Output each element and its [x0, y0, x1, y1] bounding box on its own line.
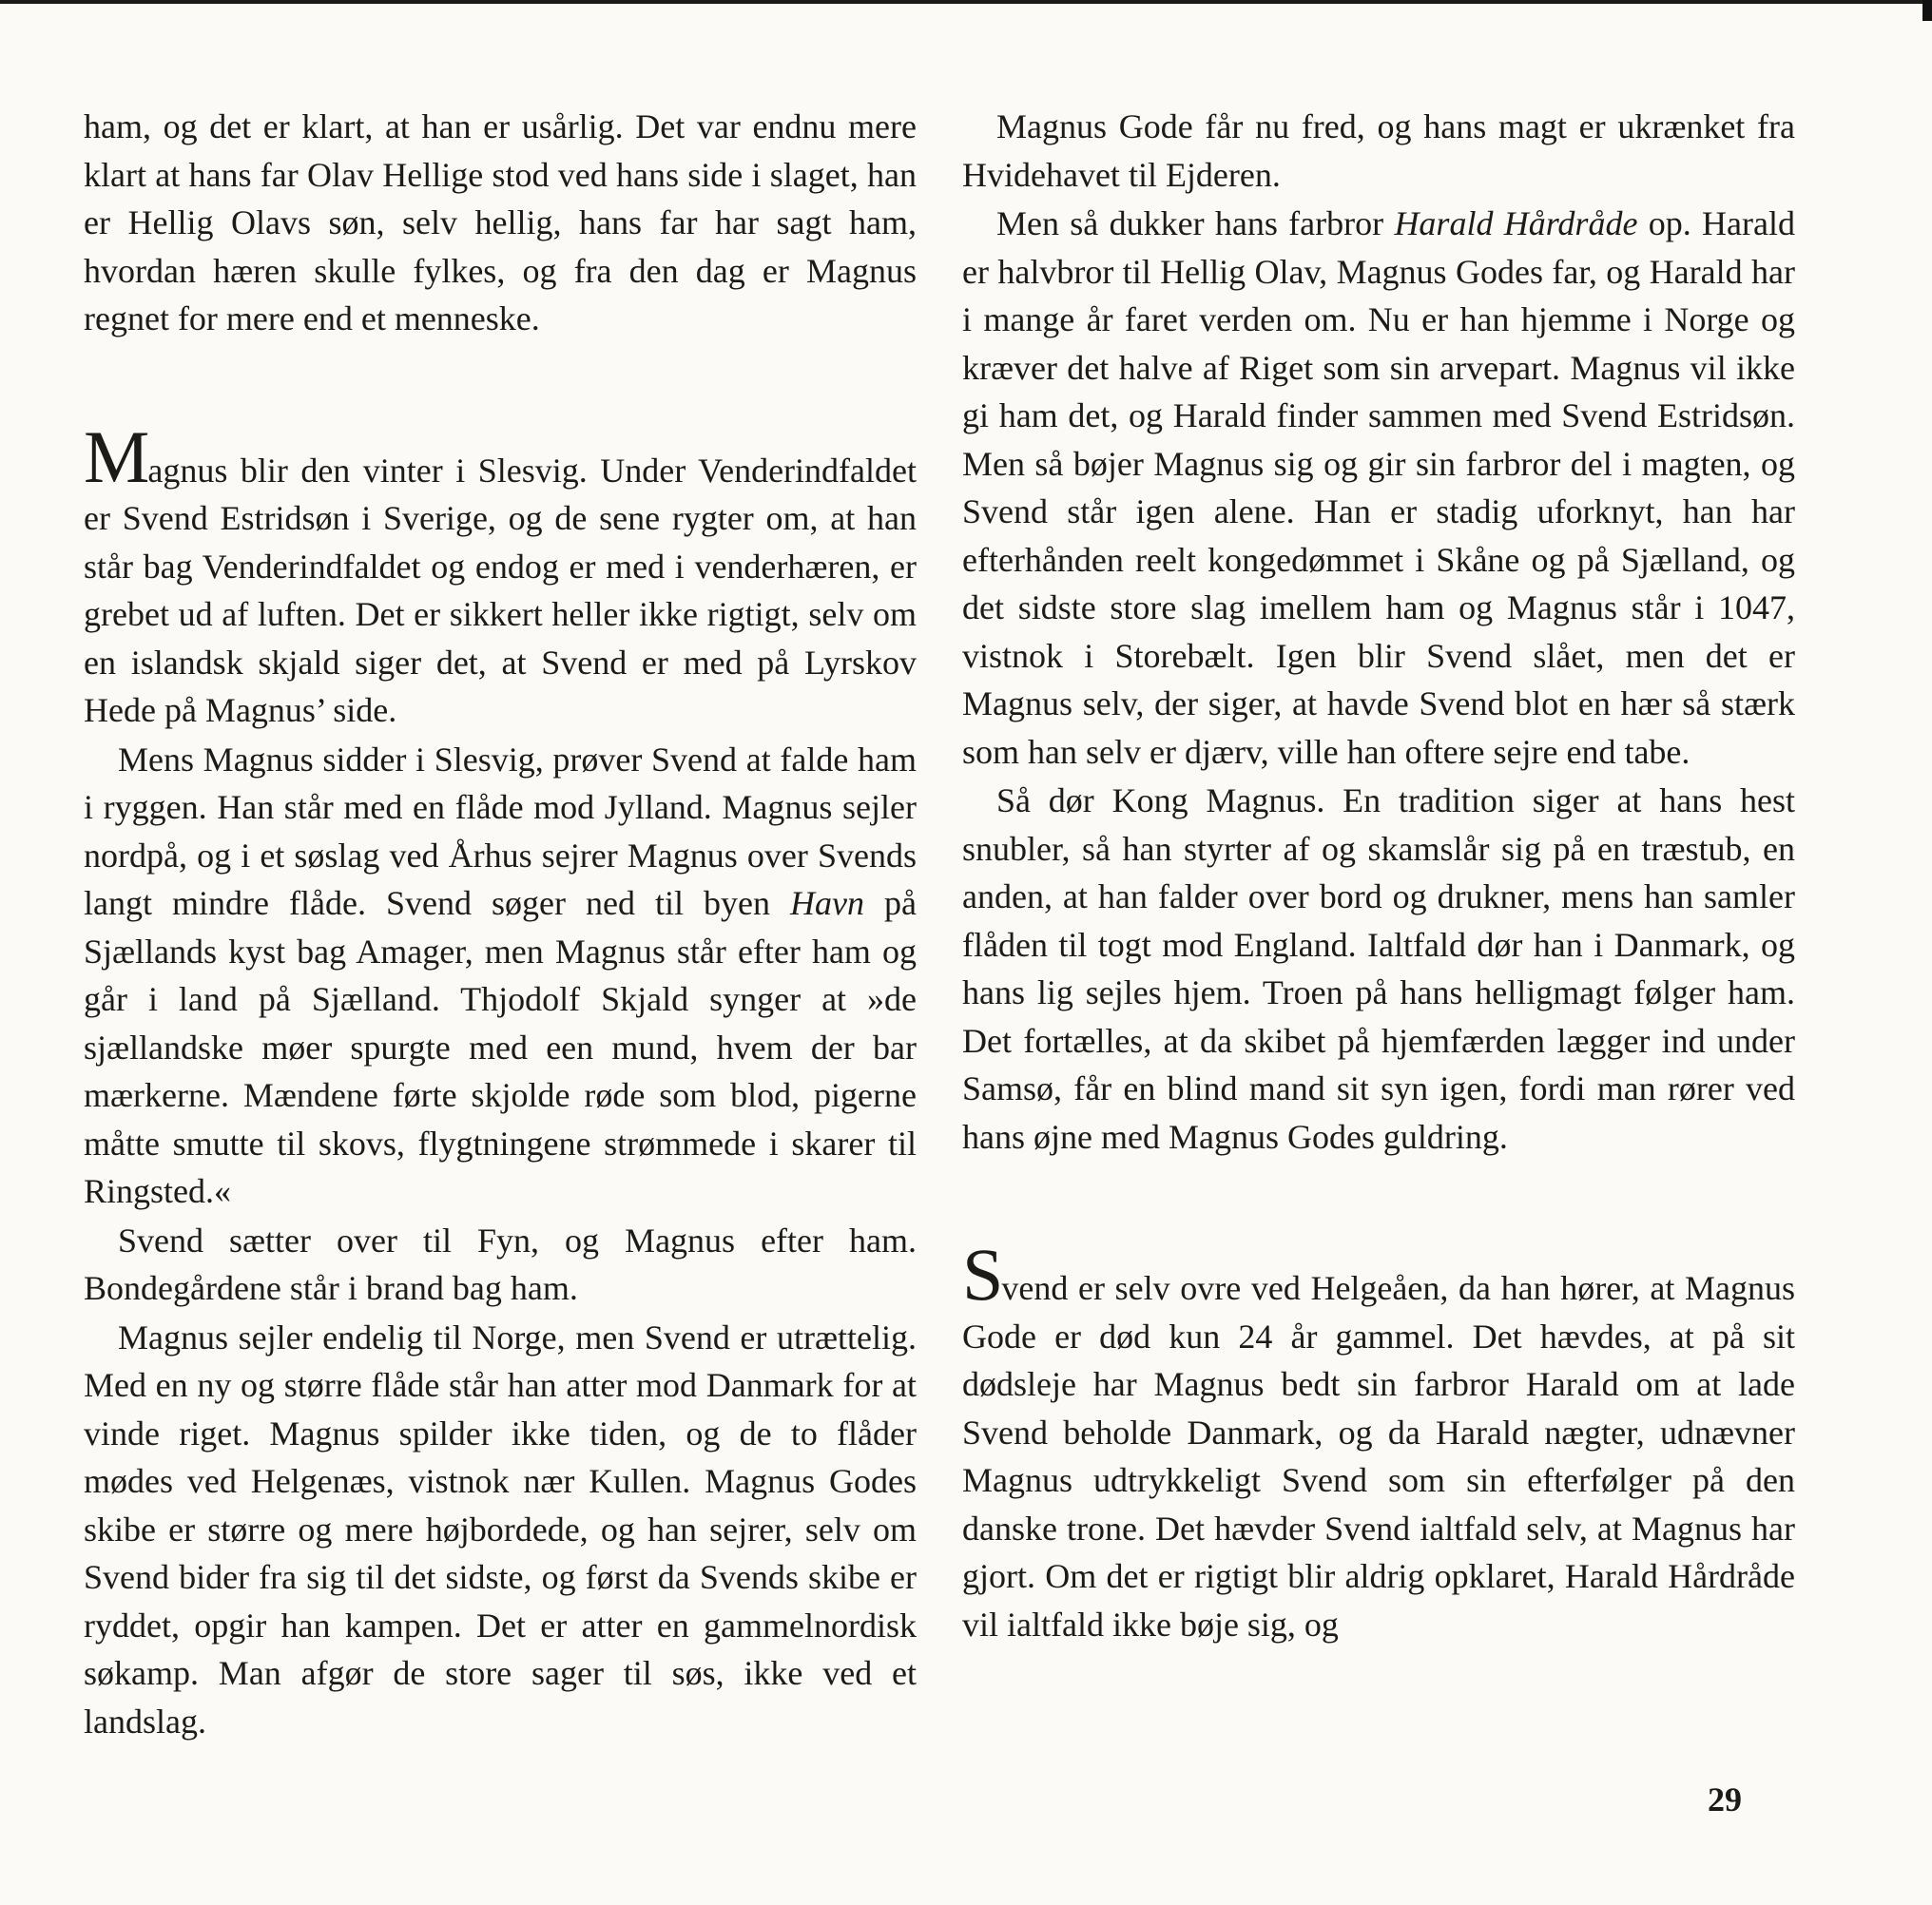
- drop-cap: M: [84, 414, 148, 498]
- paragraph-text: op. Harald er halvbror til Hellig Olav, Magnus Godes far, og Harald har i mange år faret verden om. Nu er han hjemme i Norge og kræver det halve af Riget som sin arvepart. Magnus vil ikke gi ham det, og Harald finder sammen med Svend Estridsøn. Men så bøjer Magnus sig og gir sin farbror del i magten, og Svend står igen alene. Han er stadig uforknyt, han har efterhånden reelt kongedømmet i Skåne og på Sjælland, og det sidste store slag imellem ham og Magnus står i 1047, vistnok i Storebælt. Igen blir Svend slået, men det er Magnus selv, der siger, at havde Svend blot en hær så stærk som han selv er djærv, ville han oftere sejre end tabe.: [962, 204, 1795, 771]
- paragraph: Magnus Gode får nu fred, og hans magt er ukrænket fra Hvidehavet til Ejderen.: [962, 107, 1795, 194]
- paragraph: Så dør Kong Magnus. En tradition siger at hans hest snubler, så han styrter af og skamslår sig på en træstub, en anden, at han falder over bord og drukner, mens han samler flåden til togt mod England. Ialtfald dør han i Danmark, og hans lig sejles hjem. Troen på hans helligmagt følger ham. Det fortælles, at da skibet på hjemfærden lægger ind under Samsø, får en blind mand sit syn igen, fordi man rører ved hans øjne med Magnus Godes guldring.: [962, 781, 1795, 1156]
- paragraph-text: Men så dukker hans farbror: [996, 204, 1395, 242]
- paragraph-text: vend er selv ovre ved Helgeåen, da han hører, at Magnus Gode er død kun 24 år gammel. Det hævdes, at på sit dødsleje har Magnus bedt sin farbror Harald om at lade Svend beholde Danmark, og da Harald nægter, udnævner Magnus udtrykkeligt Svend som sin efterfølger på den danske trone. Det hævder Svend ialtfald selv, at Magnus har gjort. Om det er rigtigt blir aldrig opklaret, Harald Hårdråde vil ialtfald ikke bøje sig, og: [962, 1269, 1795, 1644]
- section-paragraph: [962, 1233, 1795, 1648]
- italic-person-name: Harald Hårdråde: [1394, 204, 1638, 242]
- section-paragraph: [84, 414, 917, 735]
- right-column: [962, 103, 1795, 1648]
- paragraph: ham, og det er klart, at han er usårlig. Det var endnu mere klart at hans far Olav Hellige stod ved hans side i slaget, han er Hellig Olavs søn, selv hellig, hans far har sagt ham, hvordan hæren skulle fylkes, og fra den dag er Magnus regnet for mere end et menneske.: [84, 107, 917, 337]
- paragraph: [962, 200, 1795, 776]
- italic-place-name: Havn: [790, 884, 864, 922]
- page-number: 29: [1708, 1780, 1742, 1818]
- left-column: [84, 103, 917, 1745]
- paragraph: Magnus sejler endelig til Norge, men Svend er utrættelig. Med en ny og større flåde står han atter mod Danmark for at vinde riget. Magnus spilder ikke tiden, og de to flåder mødes ved Helgenæs, vistnok nær Kullen. Magnus Godes skibe er større og mere højbordede, og han sejrer, selv om Svend bider fra sig til det sidste, og først da Svends skibe er ryddet, opgir han kampen. Det er atter en gammelnordisk søkamp. Man afgør de store sager til søs, ikke ved et landslag.: [84, 1318, 917, 1741]
- paragraph: Svend sætter over til Fyn, og Magnus efter ham. Bondegårdene står i brand bag ham.: [84, 1221, 917, 1307]
- paragraph-text: agnus blir den vinter i Slesvig. Under Venderindfaldet er Svend Estridsøn i Sverige, og de sene rygter om, at han står bag Venderindfaldet og endog er med i venderhæren, er grebet ud af luften. Det er sikkert heller ikke rigtigt, selv om en islandsk skjald siger det, at Svend er med på Lyrskov Hede på Magnus’ side.: [84, 451, 917, 729]
- corner-mark: [1922, 0, 1932, 21]
- paragraph-text: på Sjællands kyst bag Amager, men Magnus står efter ham og går i land på Sjælland. Thjodolf Skjald synger at »de sjællandske møer spurgte med een mund, hvem der bar mærkerne. Mændene førte skjolde røde som blod, pigerne måtte smutte til skovs, flygtningene strømmede i skarer til Ringsted.«: [84, 884, 917, 1210]
- paragraph: [84, 736, 917, 1216]
- drop-cap: S: [962, 1233, 1002, 1316]
- paragraph-text: Mens Magnus sidder i Slesvig, prøver Svend at falde ham i ryggen. Han står med en flåde mod Jylland. Magnus sejler nordpå, og i et søslag ved Århus sejrer Magnus over Svends langt mindre flåde. Svend søger ned til byen: [84, 740, 917, 922]
- top-rule: [0, 0, 1932, 4]
